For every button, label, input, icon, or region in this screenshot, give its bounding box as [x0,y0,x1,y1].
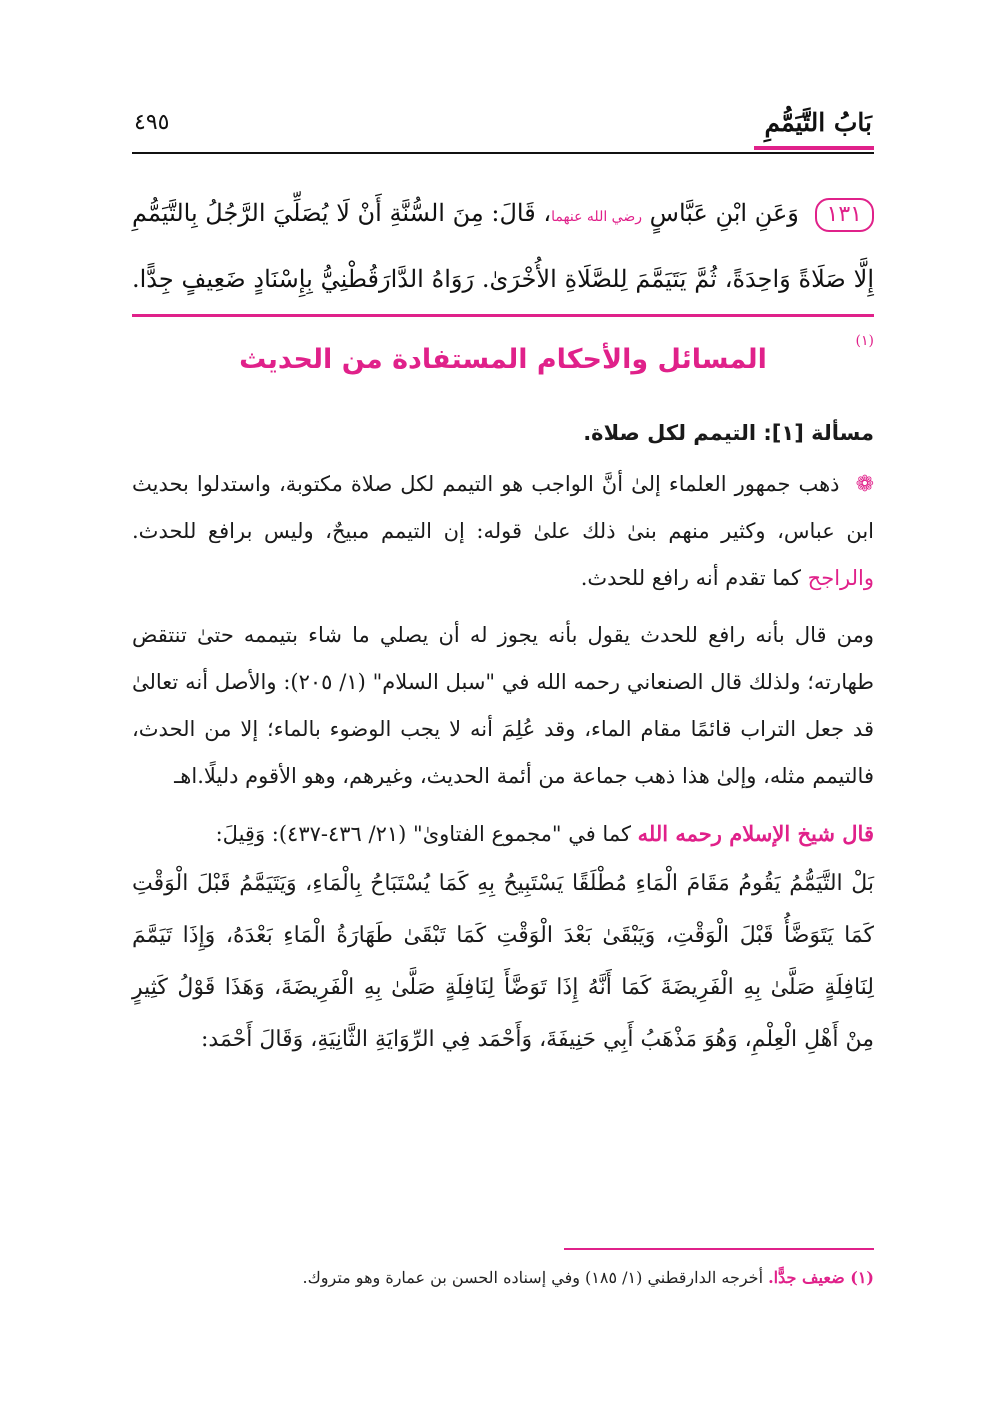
paragraph-3-intro [132,810,874,858]
body-text [132,410,874,1066]
footnote-label: (١) ضعيف جدًّا. [768,1268,874,1287]
chapter-title: بَابُ التَّيَمُّمِ [764,108,872,137]
page-number: ٤٩٥ [134,110,170,135]
hadith-text-start: وَعَنِ ابْنِ عَبَّاسٍ [649,199,799,227]
flower-ornament-icon: ❁ [855,472,874,497]
paragraph-1 [132,461,874,602]
honorific-mark: رضي الله عنهما [551,209,642,225]
paragraph-1-tail: كما تقدم أنه رافع للحدث. [580,566,801,590]
paragraph-3-source: كما في "مجموع الفتاوىٰ" (٢١/ ٤٣٦-٤٣٧): وَقِيلَ: [215,822,631,846]
header-accent-rule [754,146,874,150]
header-rule [132,152,874,154]
footnote [132,1268,874,1287]
hadith-text-rest: ، قَالَ: مِنَ السُّنَّةِ أَنْ لَا يُصَلِّيَ الرَّجُلُ بِالتَّيَمُّمِ إِلَّا صَلَاةً وَاحِدَةً، ثُمَّ يَتَيَمَّمَ لِلصَّلَاةِ الأُخْرَىٰ. رَوَاهُ الدَّارَقُطْنِيُّ بِإِسْنَادٍ ضَعِيفٍ جِدًّا. [132,199,874,293]
footnote-rule [564,1248,874,1250]
footnote-marker[interactable]: (١) [855,333,874,349]
issue-title: مسألة [١]: التيمم لكل صلاة. [583,421,874,445]
section-heading: المسائل والأحكام المستفادة من الحديث [239,344,767,375]
rajih-label: والراجح [807,566,874,590]
paragraph-3-quote: بَلْ التَّيَمُّمُ يَقُومُ مَقَامَ الْمَاءِ مُطْلَقًا يَسْتَبِيحُ بِهِ كَمَا يُسْتَبَاحُ بِالْمَاءِ، وَيَتَيَمَّمُ قَبْلَ الْوَقْتِ كَمَا يَتَوَضَّأُ قَبْلَ الْوَقْتِ، وَيَبْقَىٰ بَعْدَ الْوَقْتِ كَمَا تَبْقَىٰ طَهَارَةُ الْمَاءِ بَعْدَهُ، وَإِذَا تَيَمَّمَ لِنَافِلَةٍ صَلَّىٰ بِهِ الْفَرِيضَةَ كَمَا أَنَّهُ إِذَا تَوَضَّأَ لِنَافِلَةٍ صَلَّىٰ بِهِ الْفَرِيضَةَ، وَهَذَا قَوْلُ كَثِيرٍ مِنْ أَهْلِ الْعِلْمِ، وَهُوَ مَذْهَبُ أَبِي حَنِيفَةَ، وَأَحْمَد فِي الرِّوَايَةِ الثَّانِيَةِ، وَقَالَ أَحْمَد: [132,871,874,1052]
sheikh-al-islam-label: قال شيخ الإسلام رحمه الله [637,821,874,846]
hadith-number-badge: ١٣١ [815,198,874,232]
paragraph-2: ومن قال بأنه رافع للحدث يقول بأنه يجوز له أن يصلي ما شاء بتيممه حتىٰ تنتقض طهارته؛ ولذلك قال الصنعاني رحمه الله في "سبل السلام" (١/ ٢٠٥): والأصل أنه تعالىٰ قد جعل التراب قائمًا مقام الماء، وقد عُلِمَ أنه لا يجب الوضوء بالماء؛ إلا من الحدث، فالتيمم مثله، وإلىٰ هذا ذهب جماعة من أئمة الحديث، وغيرهم، وهو الأقوم دليلًا.اهـ [132,623,874,788]
hadith-divider [132,314,874,317]
paragraph-1-text: ذهب جمهور العلماء إلىٰ أنَّ الواجب هو التيمم لكل صلاة مكتوبة، واستدلوا بحديث ابن عباس، وكثير منهم بنىٰ ذلك علىٰ قوله: إن التيمم مبيحٌ، وليس برافع للحدث. [132,472,874,543]
footnote-text: أخرجه الدارقطني (١/ ١٨٥) وفي إسناده الحسن بن عمارة وهو متروك. [302,1268,764,1287]
